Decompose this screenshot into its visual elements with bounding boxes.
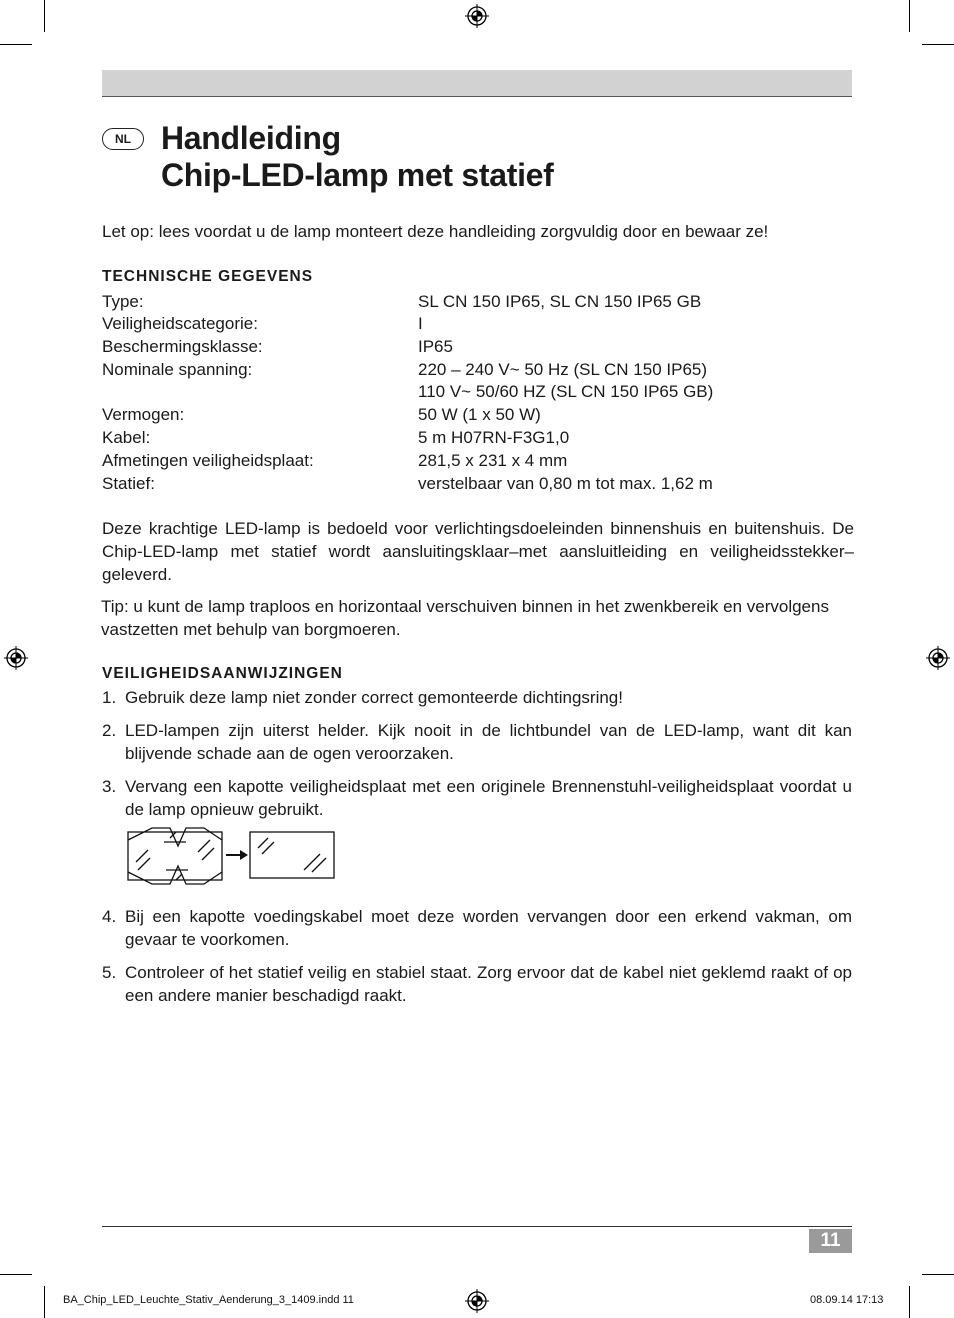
specs-heading: TECHNISCHE GEGEVENS <box>102 268 314 285</box>
list-number: 1. <box>102 688 117 707</box>
crop-mark <box>44 1286 45 1318</box>
new-plate-icon <box>250 832 334 878</box>
registration-mark-icon <box>926 646 950 670</box>
list-text: Vervang een kapotte veiligheidsplaat met een originele Brennenstuhl-veiligheidsplaat voordat u de lamp opnieuw gebruikt. <box>125 777 852 819</box>
spec-value: SL CN 150 IP65, SL CN 150 IP65 GB <box>418 292 702 311</box>
spec-value: IP65 <box>418 337 453 356</box>
header-band <box>102 70 852 97</box>
spec-label: Nominale spanning: <box>102 360 253 379</box>
slug-filename: BA_Chip_LED_Leuchte_Stativ_Aenderung_3_1409.indd 11 <box>63 1294 354 1306</box>
crop-mark <box>909 1286 910 1318</box>
list-text: Bij een kapotte voedingskabel moet deze worden vervangen door een erkend vakman, om gevaar te voorkomen. <box>125 907 852 949</box>
description-text: Deze krachtige LED-lamp is bedoeld voor verlichtingsdoeleinden binnenshuis en buitenshuis. De Chip-LED-lamp met statief wordt aansluitingsklaar–met aansluitleiding en veiligheidsstekker–geleverd. <box>102 519 854 584</box>
page-number: 11 <box>809 1229 852 1253</box>
spec-label: Kabel: <box>102 428 151 447</box>
title-line-2: Chip-LED-lamp met statief <box>161 157 554 193</box>
language-badge: NL <box>102 128 144 150</box>
list-number: 5. <box>102 963 117 982</box>
spec-label: Type: <box>102 292 144 311</box>
list-number: 2. <box>102 721 117 740</box>
crop-mark <box>922 44 954 45</box>
crop-mark <box>0 1274 32 1275</box>
intro-text: Let op: lees voordat u de lamp monteert deze handleiding zorgvuldig door en bewaar ze! <box>102 222 769 241</box>
plate-replacement-illustration <box>126 826 336 886</box>
list-text: Gebruik deze lamp niet zonder correct gemonteerde dichtingsring! <box>125 688 623 707</box>
registration-mark-icon <box>4 646 28 670</box>
spec-label: Veiligheidscategorie: <box>102 314 258 333</box>
spec-value: verstelbaar van 0,80 m tot max. 1,62 m <box>418 474 713 493</box>
list-text: LED-lampen zijn uiterst helder. Kijk nooit in de lichtbundel van de LED-lamp, want dit kan blijvende schade aan de ogen veroorzaken. <box>125 721 852 763</box>
registration-mark-icon <box>465 1289 489 1313</box>
spec-value: 110 V~ 50/60 HZ (SL CN 150 IP65 GB) <box>418 382 714 401</box>
slug-date: 08.09.14 17:13 <box>810 1294 884 1306</box>
list-text: Controleer of het statief veilig en stabiel staat. Zorg ervoor dat de kabel niet geklemd raakt of op een andere manier beschadigd raakt. <box>125 963 852 1005</box>
spec-label: Statief: <box>102 474 155 493</box>
spec-value: 281,5 x 231 x 4 mm <box>418 451 568 470</box>
footer-rule <box>102 1226 852 1227</box>
page-title <box>161 120 554 194</box>
spec-value: 220 – 240 V~ 50 Hz (SL CN 150 IP65) <box>418 360 708 379</box>
crop-mark <box>909 0 910 32</box>
spec-value: 50 W (1 x 50 W) <box>418 405 541 424</box>
crop-mark <box>922 1274 954 1275</box>
spec-label: Vermogen: <box>102 405 185 424</box>
list-number: 3. <box>102 777 117 796</box>
spec-label: Afmetingen veiligheidsplaat: <box>102 451 314 470</box>
safety-heading: VEILIGHEIDSAANWIJZINGEN <box>102 665 343 682</box>
crop-mark <box>44 0 45 32</box>
title-line-1: Handleiding <box>161 120 341 156</box>
arrow-right-icon <box>226 850 248 860</box>
spec-label: Beschermingsklasse: <box>102 337 263 356</box>
registration-mark-icon <box>465 4 489 28</box>
spec-value: 5 m H07RN-F3G1,0 <box>418 428 570 447</box>
broken-plate-icon <box>128 828 222 884</box>
spec-value: I <box>418 314 423 333</box>
list-number: 4. <box>102 907 117 926</box>
crop-mark <box>0 44 32 45</box>
tip-text: Tip: u kunt de lamp traploos en horizontaal verschuiven binnen in het zwenkbereik en vervolgens vastzetten met behulp van borgmoeren. <box>101 597 829 639</box>
